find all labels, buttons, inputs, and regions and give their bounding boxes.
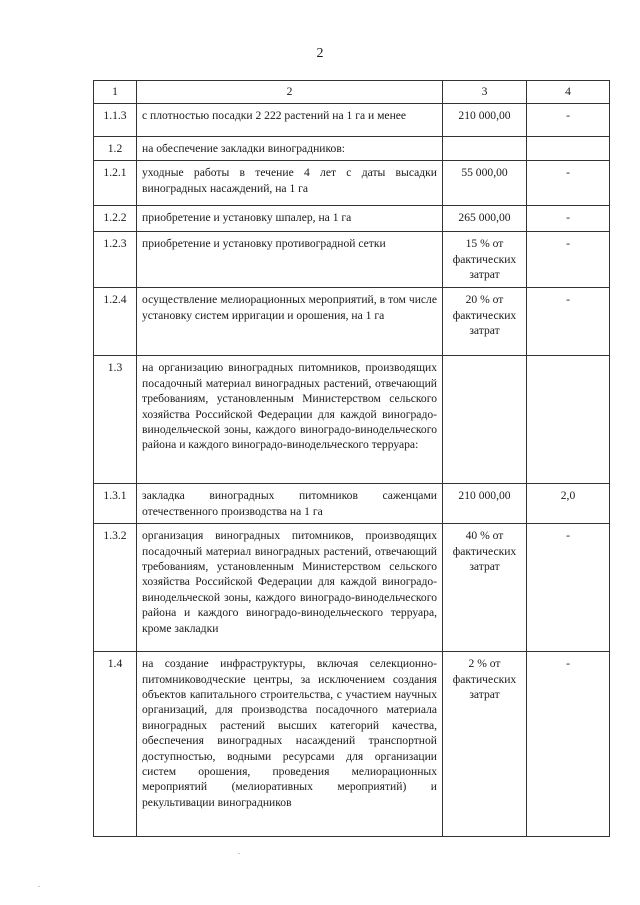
row-number: 1.2.1 [94,161,137,206]
row-description: на организацию виноградных питомников, производящих посадочный материал виноградных растений, отвечающий требованиям, установленным Министерством сельского хозяйства Российской Федерации для каждой виноградо-винодельческой зоны, каждого виноградо-винодельческого района и каждого виноградо-винодельческого терруара: [137,356,443,484]
row-amount: 55 000,00 [443,161,527,206]
table-row [94,288,610,356]
header-col-2: 2 [137,81,443,104]
subsidy-rates-table [93,80,610,837]
header-col-3: 3 [443,81,527,104]
row-number: 1.2.4 [94,288,137,356]
row-coefficient: - [527,652,610,837]
row-description: закладка виноградных питомников саженцами отечественного производства на 1 га [137,484,443,524]
scan-speck: . [38,880,40,889]
table-header-row [94,81,610,104]
table-row [94,356,610,484]
row-coefficient: - [527,104,610,137]
row-coefficient: - [527,161,610,206]
table-row [94,232,610,288]
row-coefficient: 2,0 [527,484,610,524]
row-number: 1.3.2 [94,524,137,652]
row-description: осуществление мелиорационных мероприятий, в том числе установку систем ирригации и орошения, на 1 га [137,288,443,356]
row-amount [443,356,527,484]
table-row [94,652,610,837]
row-amount: 210 000,00 [443,104,527,137]
row-amount: 40 % от фактических затрат [443,524,527,652]
row-coefficient [527,356,610,484]
row-description: приобретение и установку шпалер, на 1 га [137,206,443,232]
row-number: 1.2.2 [94,206,137,232]
table-row [94,484,610,524]
row-amount [443,137,527,161]
header-col-4: 4 [527,81,610,104]
table-row [94,161,610,206]
row-description: приобретение и установку противоградной сетки [137,232,443,288]
row-coefficient [527,137,610,161]
page-number: 2 [316,46,324,61]
table-row [94,524,610,652]
row-amount: 20 % от фактических затрат [443,288,527,356]
row-number: 1.2.3 [94,232,137,288]
row-description: уходные работы в течение 4 лет с даты высадки виноградных насаждений, на 1 га [137,161,443,206]
row-amount: 210 000,00 [443,484,527,524]
table-row [94,137,610,161]
row-number: 1.1.3 [94,104,137,137]
row-number: 1.2 [94,137,137,161]
row-description: на создание инфраструктуры, включая селекционно-питомниководческие центры, за исключением создания объектов капитального строительства, с участием научных организаций, для производства посадочного материала виноградных растений высших категорий качества, обеспечения виноградных насаждений транспортной доступностью, водными ресурсами для организации систем орошения, проведения мелиорационных мероприятий (мелиоративных мероприятий) и рекультивации виноградников [137,652,443,837]
row-coefficient: - [527,524,610,652]
row-description: организация виноградных питомников, производящих посадочный материал виноградных растений, отвечающий требованиям, установленным Министерством сельского хозяйства Российской Федерации для каждой виноградо-винодельческой зоны, каждого виноградо-винодельческого района и каждого виноградо-винодельческого терруара, кроме закладки [137,524,443,652]
table-row [94,206,610,232]
row-description: с плотностью посадки 2 222 растений на 1 га и менее [137,104,443,137]
row-amount: 2 % от фактических затрат [443,652,527,837]
scan-speck: . [238,847,240,856]
row-coefficient: - [527,232,610,288]
row-number: 1.4 [94,652,137,837]
header-col-1: 1 [94,81,137,104]
row-description: на обеспечение закладки виноградников: [137,137,443,161]
row-coefficient: - [527,288,610,356]
row-amount: 15 % от фактических затрат [443,232,527,288]
table-row [94,104,610,137]
row-amount: 265 000,00 [443,206,527,232]
row-number: 1.3 [94,356,137,484]
row-number: 1.3.1 [94,484,137,524]
row-coefficient: - [527,206,610,232]
